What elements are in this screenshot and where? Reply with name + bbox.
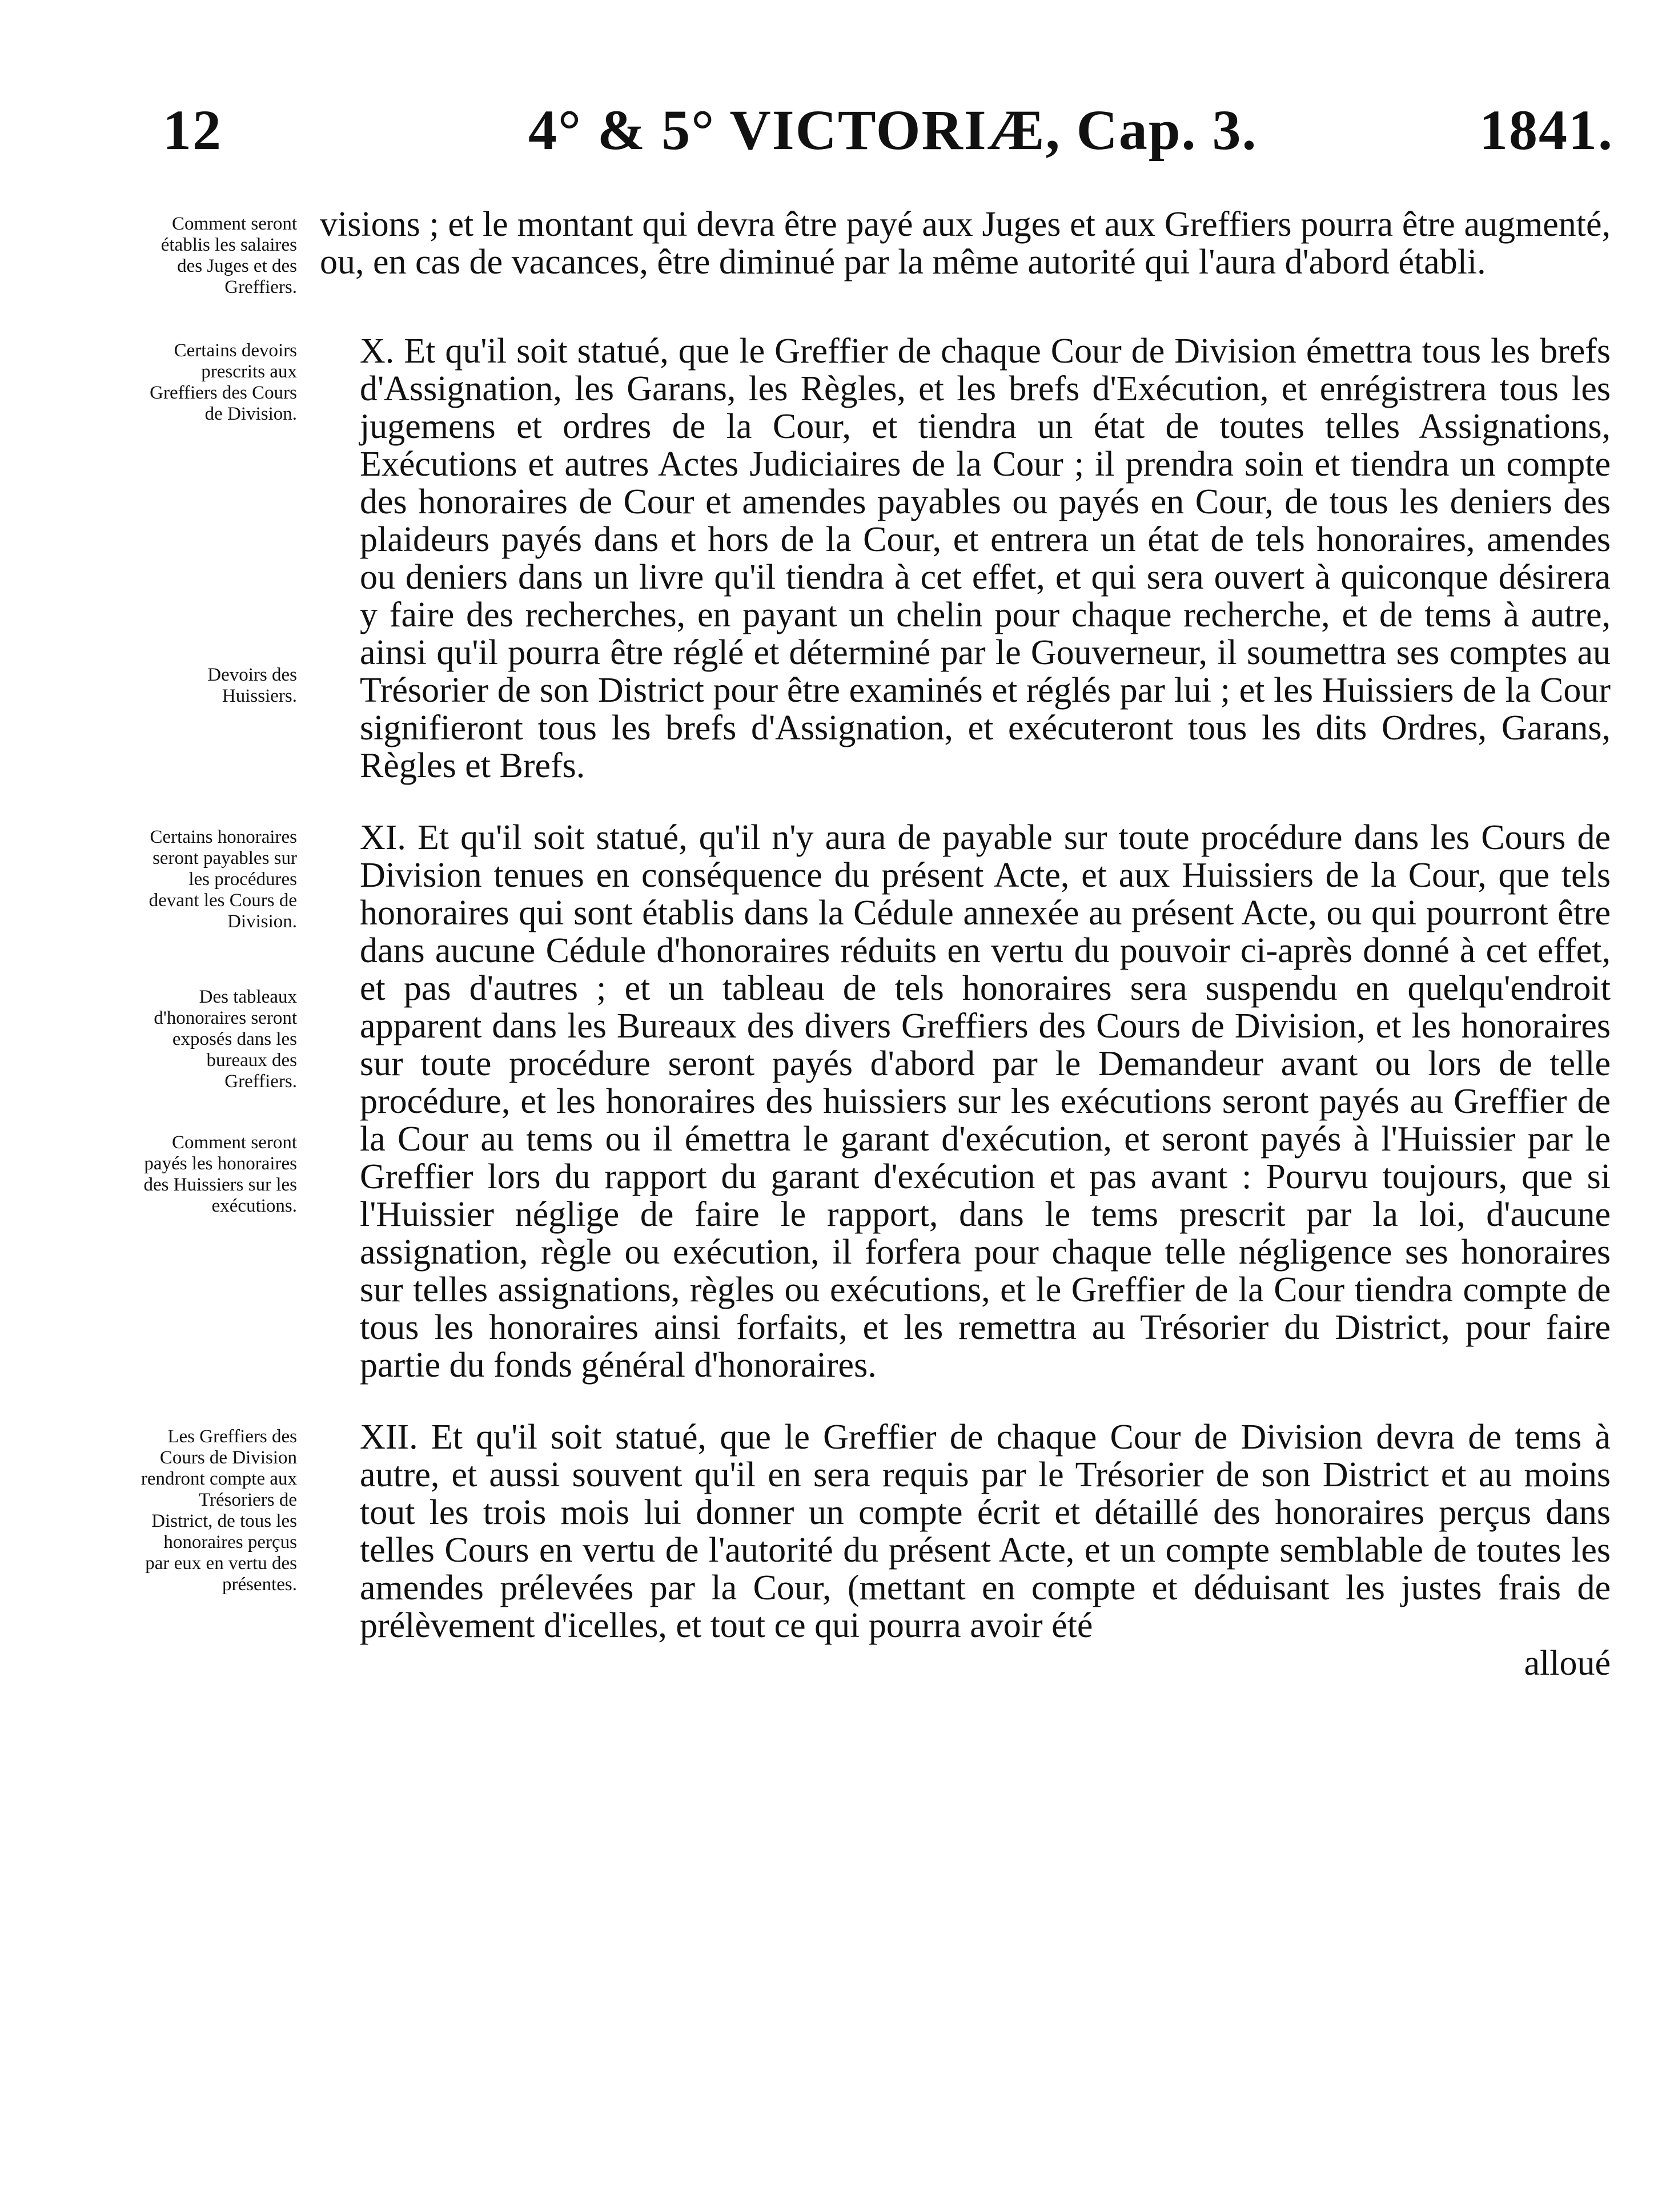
margin-note: Devoirs des Huissiers. xyxy=(207,665,297,706)
margin-note-column xyxy=(137,206,320,298)
section-xi xyxy=(137,819,1611,1384)
section-number: XII. xyxy=(360,1418,418,1457)
paragraph-text: visions ; et le montant qui devra être payé aux Juges et aux Greffiers pourra être augmenté, ou, en cas de vacances, être diminué par la même autorité qui l'aura d'abord établi. xyxy=(320,205,1611,281)
section-number: X. xyxy=(360,332,395,371)
header-year: 1841. xyxy=(1479,98,1613,162)
section-xii xyxy=(137,1418,1611,1682)
section-continuation xyxy=(137,206,1611,298)
running-header xyxy=(163,86,1613,171)
section-text xyxy=(320,206,1611,281)
paragraph-text: Et qu'il soit statué, que le Greffier de chaque Cour de Division devra de tems à autre, et aussi souvent qu'il en sera requis par le Trésorier de son District et au moins tout les trois mois lui donner un compte écrit et détaillé des honoraires perçus dans telles Cours en vertu de l'autorité du présent Acte, et un compte semblable de toutes les amendes prélevées par la Cour, (mettant en compte et déduisant les justes frais de prélèvement d'icelles, et tout ce qui pourra avoir été xyxy=(360,1418,1611,1645)
margin-note: Des tableaux d'honoraires seront exposés dans les bureaux des Greffiers. xyxy=(154,987,297,1092)
paragraph-text: Et qu'il soit statué, que le Greffier de chaque Cour de Division émettra tous les brefs d'Assignation, les Garans, les Règles, et les brefs d'Exécution, et enrégistrera tous les jugemens et ordres de la Cour, et tiendra un état de toutes telles Assignations, Exécutions et autres Actes Judiciaires de la Cour ; il prendra soin et tiendra un compte des honoraires de Cour et amendes payables ou payés en Cour, de tous les deniers des plaideurs payés dans et hors de la Cour, et entrera un état de tels honoraires, amendes ou deniers dans un livre qu'il tiendra à cet effet, et qui sera ouvert à quiconque désirera y faire des recherches, en payant un chelin pour chaque recherche, et de tems à autre, ainsi qu'il pourra être réglé et déterminé par le Gouverneur, il soumettra ses comptes au Trésorier de son District pour être examinés et réglés par lui ; et les Huissiers de la Cour signifieront tous les brefs d'Assignation, et exécuteront tous les dits Ordres, Garans, Règles et Brefs. xyxy=(360,332,1611,785)
catchword: alloué xyxy=(1524,1644,1611,1683)
margin-note: Comment seront établis les salaires des Juges et des Greffiers. xyxy=(160,214,297,297)
running-title: 4° & 5° VICTORIÆ, Cap. 3. xyxy=(528,98,1258,162)
margin-note-column xyxy=(137,1418,320,1595)
section-number: XI. xyxy=(360,818,406,857)
section-text xyxy=(320,1418,1611,1682)
margin-note: Certains honoraires seront payables sur les procédures devant les Cours de Division. xyxy=(148,827,297,932)
margin-note-column xyxy=(137,819,320,1217)
section-text xyxy=(320,332,1611,785)
margin-note: Comment seront payés les honoraires des Huissiers sur les exécutions. xyxy=(143,1132,297,1216)
paragraph-text: Et qu'il soit statué, qu'il n'y aura de payable sur toute procédure dans les Cours de Division tenues en conséquence du présent Acte, et aux Huissiers de la Cour, que tels honoraires qui sont établis dans la Cédule annexée au présent Acte, ou qui pourront être dans aucune Cédule d'honoraires réduits en vertu du pouvoir ci-après donné à cet effet, et pas d'autres ; et un tableau de tels honoraires sera suspendu en quelqu'endroit apparent dans les Bureaux des divers Greffiers des Cours de Division, et les honoraires sur toute procédure seront payés d'abord par le Demandeur avant ou lors de telle procédure, et les honoraires des huissiers sur les exécutions seront payés au Greffier de la Cour au tems ou il émettra le garant d'exécution, et seront payés à l'Huissier par le Greffier lors du rapport du garant d'exécution et pas avant : Pourvu toujours, que si l'Huissier néglige de faire le rapport, dans le tems prescrit par la loi, d'aucune assignation, règle ou exécution, il forfera pour chaque telle négligence ses honoraires sur telles assignations, règles ou exécutions, et le Greffier de la Cour tiendra compte de tous les honoraires ainsi forfaits, et les remettra au Trésorier du District, pour faire partie du fonds général d'honoraires. xyxy=(360,818,1611,1385)
section-text xyxy=(320,819,1611,1384)
page-body xyxy=(137,206,1611,1682)
page-number: 12 xyxy=(163,98,222,162)
margin-note-column xyxy=(137,332,320,707)
margin-note: Certains devoirs prescrits aux Greffiers des Cours de Division. xyxy=(150,340,297,424)
margin-note: Les Greffiers des Cours de Division rendront compte aux Trésoriers de District, de tous les honoraires perçus par eux en vertu des présentes. xyxy=(140,1426,297,1595)
section-x xyxy=(137,332,1611,785)
